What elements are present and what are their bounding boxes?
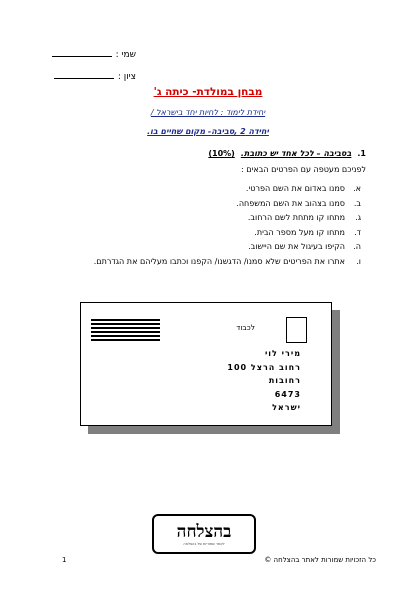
address-city[interactable]: רחובות [268, 376, 301, 385]
list-item [94, 197, 361, 212]
address-country[interactable]: ישראל [272, 403, 301, 412]
item-letter: ד. [354, 227, 361, 237]
list-item [94, 240, 361, 255]
exam-title: מבחן במולדת- כיתה ג' [153, 86, 263, 98]
item-letter: ה. [353, 242, 361, 251]
unit-2-subtitle: יחידה 2 ,סביבה- מקום שחיים בו. [147, 127, 269, 136]
grade-blank-line[interactable] [54, 70, 114, 79]
list-item [94, 255, 361, 270]
instruction-list [94, 182, 361, 269]
item-text: אתרו את הפריטים שלא סמנו/ הדגשנו/ הקפנו וכתבו מעליהם את הגדרתם. [93, 256, 345, 266]
item-letter: ו. [356, 256, 361, 266]
item-letter: ג. [355, 213, 361, 222]
item-text: סמנו באדום את השם הפרטי. [245, 184, 345, 193]
logo-text: בהצלחה [176, 522, 232, 542]
list-item [94, 226, 361, 241]
stamp-box [286, 317, 307, 343]
grade-label: ציון : [117, 72, 136, 82]
footer-copyright: כל הזכויות שמורות לאתר בהצלחה © [264, 556, 376, 564]
name-blank-line[interactable] [52, 48, 112, 57]
name-field-row [52, 48, 136, 60]
address-zip[interactable]: 6473 [274, 389, 301, 399]
grade-field-row [54, 70, 136, 82]
item-letter: א. [353, 184, 361, 193]
list-item [94, 182, 361, 197]
item-text: הקיפו בעיגול את שם היישוב. [248, 242, 345, 251]
item-letter: ב. [353, 198, 361, 208]
item-text: מתחו קו מתחת לשם הרחוב. [247, 213, 345, 222]
question-heading [208, 149, 366, 158]
address-street[interactable]: רחוב הרצל 100 [227, 362, 301, 372]
logo-subtext: לאתר שמוריות של בהצלחה [183, 542, 225, 546]
item-text: סמנו בצהוב את השם המשפחה. [236, 198, 345, 208]
item-text: מתחו קו מעל מספר הבית. [254, 227, 345, 237]
envelope-to-label: לכבוד [236, 323, 255, 332]
question-points: (10%) [208, 149, 235, 158]
recipient-address [227, 347, 301, 415]
page-number: 1 [62, 556, 67, 564]
question-number: 1. [357, 149, 366, 158]
envelope [80, 302, 332, 426]
question-intro: לפניכם מעטפה עם הפרטים הבאים : [241, 165, 366, 174]
sender-address-lines [91, 319, 160, 341]
list-item [94, 211, 361, 226]
site-logo [152, 514, 256, 554]
unit-subtitle: יחידת לימוד : לחיות יחד בישראל / [150, 108, 266, 117]
question-text: בסביבה – לכל אחד יש כתובת. [240, 149, 352, 158]
name-label: שמי : [115, 50, 136, 60]
address-name[interactable]: מירי לוי [264, 349, 301, 358]
